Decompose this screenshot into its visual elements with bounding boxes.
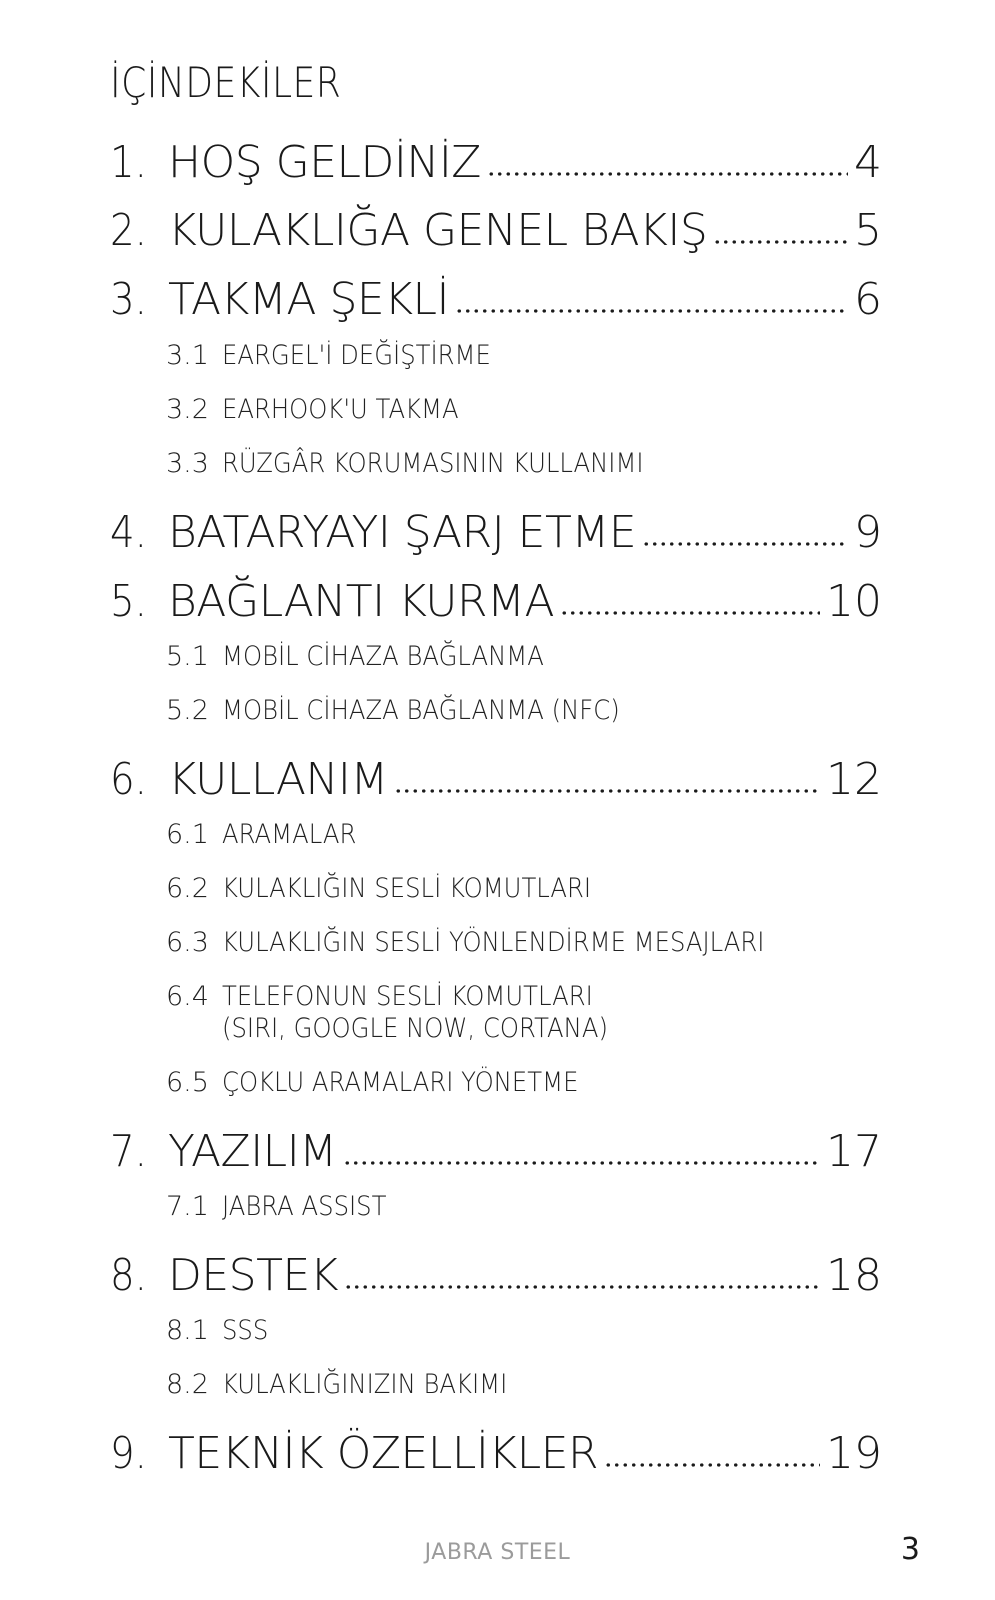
toc-entry-number: 6. (110, 754, 147, 805)
toc-entry-page: 10 (826, 576, 882, 627)
toc-entry-label: BATARYAYI ŞARJ ETME (168, 507, 637, 558)
dot-leader (344, 1282, 820, 1292)
toc-subentry-number: 5.1 (166, 641, 209, 672)
toc-entry[interactable] (110, 270, 882, 325)
toc-subentry[interactable] (166, 641, 866, 673)
dot-leader (604, 1460, 820, 1470)
toc-entry-number: 8. (110, 1250, 147, 1301)
toc-subentry-label: KULAKLIĞINIZIN BAKIMI (222, 1369, 508, 1400)
toc-subentry-number: 3.2 (166, 394, 209, 425)
toc-subentry[interactable] (166, 1369, 866, 1401)
toc-subentry[interactable] (166, 394, 866, 426)
toc-entry-page: 6 (854, 274, 882, 325)
toc-subentry-label: KULAKLIĞIN SESLİ KOMUTLARI (222, 873, 592, 904)
toc-entry[interactable] (110, 133, 882, 188)
toc-subentry-number: 6.3 (166, 927, 209, 958)
toc-entry-label: YAZILIM (168, 1126, 337, 1177)
toc-subentry[interactable] (166, 695, 866, 727)
toc-entry-page: 5 (854, 205, 882, 256)
toc-entry-number: 1. (110, 137, 147, 188)
toc-entry-label: KULAKLIĞA GENEL BAKIŞ (168, 205, 708, 256)
dot-leader (713, 237, 848, 247)
toc-entry[interactable] (110, 750, 882, 805)
toc-subentry[interactable] (166, 1067, 866, 1099)
toc-entry-number: 5. (110, 576, 147, 627)
toc-entry-label: DESTEK (168, 1250, 339, 1301)
toc-subentry-label: SSS (222, 1315, 269, 1346)
toc-subentry-number: 6.5 (166, 1067, 209, 1098)
toc-subentry[interactable] (166, 927, 866, 959)
toc-entry-label: BAĞLANTI KURMA (168, 576, 555, 627)
toc-subentry-label: TELEFONUN SESLİ KOMUTLARI (SIRI, GOOGLE NOW, CORTANA) (222, 981, 608, 1044)
toc-entry-number: 7. (110, 1126, 147, 1177)
toc-entry[interactable] (110, 503, 882, 558)
dot-leader (455, 306, 848, 316)
toc-entry-page: 9 (854, 507, 882, 558)
toc-subentry[interactable] (166, 981, 866, 1045)
toc-subentry-number: 3.1 (166, 340, 209, 371)
dot-leader (560, 608, 820, 618)
toc-subentry-label: MOBİL CİHAZA BAĞLANMA (NFC) (222, 695, 620, 726)
toc-entry[interactable] (110, 1424, 882, 1479)
toc-entry[interactable] (110, 201, 882, 256)
toc-entry-page: 17 (826, 1126, 882, 1177)
toc-entry[interactable] (110, 1122, 882, 1177)
toc-subentry-label: ARAMALAR (222, 819, 357, 850)
toc-subentry-number: 8.2 (166, 1369, 209, 1400)
toc-subentry[interactable] (166, 873, 866, 905)
toc-subentry-number: 6.4 (166, 981, 209, 1012)
footer-product-name: JABRA STEEL (424, 1540, 571, 1565)
toc-entry[interactable] (110, 572, 882, 627)
toc-subentry[interactable] (166, 819, 866, 851)
toc-subentry-label: RÜZGÂR KORUMASININ KULLANIMI (222, 448, 644, 479)
toc-entry-page: 4 (854, 137, 882, 188)
toc-entry-number: 2. (110, 205, 147, 256)
toc-subentry-number: 8.1 (166, 1315, 209, 1346)
toc-subentry[interactable] (166, 448, 866, 480)
toc-subentry-label: KULAKLIĞIN SESLİ YÖNLENDİRME MESAJLARI (222, 927, 765, 958)
toc-entry-number: 3. (110, 274, 147, 325)
toc-entry-page: 12 (826, 754, 882, 805)
toc-entry-label: TAKMA ŞEKLİ (168, 274, 450, 325)
toc-entry-label: TEKNİK ÖZELLİKLER (168, 1428, 599, 1479)
toc-subentry-number: 6.2 (166, 873, 209, 904)
toc-entry[interactable] (110, 1246, 882, 1301)
dot-leader (487, 169, 848, 179)
toc-subentry-label: EARGEL'İ DEĞİŞTİRME (222, 340, 491, 371)
toc-entry-number: 9. (110, 1428, 147, 1479)
toc-subentry-label: JABRA ASSIST (222, 1191, 387, 1222)
toc-entry-number: 4. (110, 507, 147, 558)
toc-subentry-label: MOBİL CİHAZA BAĞLANMA (222, 641, 544, 672)
toc-subentry-number: 3.3 (166, 448, 209, 479)
toc-subentry-number: 6.1 (166, 819, 209, 850)
toc-subentry[interactable] (166, 1315, 866, 1347)
dot-leader (394, 786, 820, 796)
toc-entry-label: KULLANIM (168, 754, 388, 805)
toc-subentry-number: 5.2 (166, 695, 209, 726)
toc-entry-page: 19 (826, 1428, 882, 1479)
dot-leader (343, 1158, 820, 1168)
toc-subentry[interactable] (166, 1191, 866, 1223)
toc-entry-page: 18 (826, 1250, 882, 1301)
toc-subentry-number: 7.1 (166, 1191, 209, 1222)
toc-subentry[interactable] (166, 340, 866, 372)
toc-title: İÇİNDEKİLER (110, 58, 342, 107)
toc-subentry-label: ÇOKLU ARAMALARI YÖNETME (222, 1067, 579, 1098)
page-number: 3 (900, 1532, 920, 1567)
toc-subentry-label: EARHOOK'U TAKMA (222, 394, 459, 425)
toc-entry-label: HOŞ GELDİNİZ (168, 137, 481, 188)
dot-leader (642, 539, 848, 549)
